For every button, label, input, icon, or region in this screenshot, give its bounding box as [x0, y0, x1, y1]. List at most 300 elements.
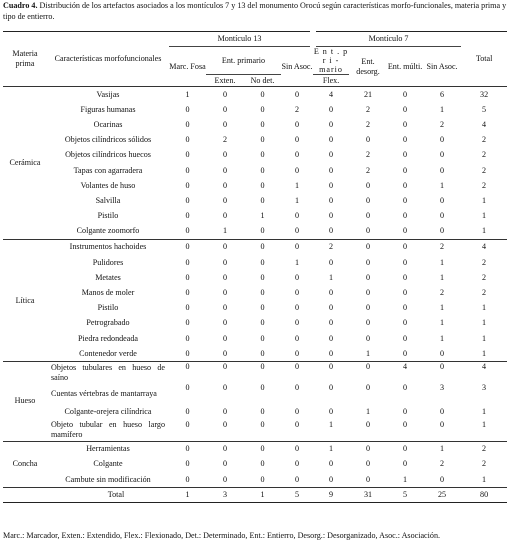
cell-value: 0	[222, 257, 228, 267]
cell-value: 0	[222, 211, 228, 221]
row-label: Petrograbado	[86, 318, 130, 328]
cell-value: 21	[363, 89, 373, 99]
cell-value: 0	[260, 226, 265, 236]
cell-value: 1	[482, 318, 487, 328]
cell-value: 2	[482, 135, 487, 145]
cell-value: 0	[222, 303, 228, 313]
cell-value: 0	[222, 89, 228, 99]
cell-value: 0	[403, 272, 408, 282]
cell-value: 0	[185, 135, 190, 145]
table-row	[3, 331, 507, 346]
cell-value: 0	[260, 333, 265, 343]
cell-value: 0	[260, 195, 265, 205]
cell-value: 2	[482, 165, 487, 175]
cell-value: 1	[440, 318, 445, 328]
cell-value: 0	[294, 211, 300, 221]
cell-value: 0	[403, 195, 408, 205]
caption-text: Distribución de los artefactos asociados a los montículos 7 y 13 del monumento Orocú según características morfo-funcionales, materia prima y tipo de entierro.	[3, 1, 507, 21]
cell-value: 3	[482, 383, 487, 393]
cell-value: 0	[403, 89, 408, 99]
cell-value: 0	[185, 406, 190, 416]
header-marc-fosa: Marc. Fosa	[169, 47, 206, 87]
cell-value: 0	[260, 318, 265, 328]
cell-value: 0	[185, 180, 190, 190]
cell-value: 4	[329, 89, 334, 99]
cell-value: 2	[313, 239, 349, 255]
row-label: Objetos tubulares en hueso de saíno	[47, 362, 169, 384]
cell-value: 0	[185, 165, 190, 175]
table-row	[3, 362, 507, 384]
cell-value: 1	[366, 406, 371, 416]
cell-value: 0	[440, 474, 445, 484]
table-row	[3, 457, 507, 472]
cell-value: 0	[329, 119, 334, 129]
cell-value: 0	[185, 226, 190, 236]
cell-value: 0	[169, 441, 206, 457]
cell-value: 0	[206, 362, 244, 384]
group-label: Concha	[3, 441, 47, 488]
cell-value: 1	[482, 419, 487, 429]
cell-value: 0	[440, 419, 445, 429]
cell-value: 0	[260, 348, 265, 358]
group-label: Cerámica	[9, 157, 41, 167]
row-label: Pistilo	[97, 303, 119, 313]
cell-value: 0	[294, 419, 300, 429]
table-row	[3, 270, 507, 285]
cell-value: 1	[440, 333, 445, 343]
header-materia-prima: Materia prima	[3, 32, 47, 87]
cell-value: 0	[185, 459, 190, 469]
cell-value: 0	[222, 180, 228, 190]
table-row	[3, 301, 507, 316]
header-no-det: No det.	[244, 75, 281, 87]
cell-value: 0	[244, 239, 281, 255]
total-value: 80	[461, 488, 507, 503]
cell-value: 2	[482, 150, 487, 160]
cell-value: 0	[185, 333, 190, 343]
cell-value: 0	[440, 195, 445, 205]
cell-value: 0	[260, 474, 265, 484]
row-label: Ocarinas	[93, 119, 123, 129]
cell-value: 0	[294, 119, 300, 129]
cell-value: 0	[185, 195, 190, 205]
cell-value: 0	[222, 165, 228, 175]
cell-value: 1	[294, 195, 300, 205]
table-row	[3, 178, 507, 193]
cell-value: 0	[403, 406, 408, 416]
cell-value: 0	[294, 333, 300, 343]
group-label: Lítica	[3, 239, 47, 362]
cell-value: 1	[440, 303, 445, 313]
cell-value: 0	[185, 257, 190, 267]
cell-value: 0	[329, 333, 334, 343]
cell-value: 0	[294, 406, 300, 416]
row-label: Cambute sin modificación	[65, 474, 151, 484]
cell-value: 0	[313, 362, 349, 384]
header-exten: Exten.	[206, 75, 244, 87]
table-row	[3, 148, 507, 163]
cell-value: 0	[185, 419, 190, 429]
table-row	[3, 102, 507, 117]
cell-value: 0	[185, 150, 190, 160]
cell-value: 0	[403, 419, 408, 429]
header-ent-primario: Ent. primario	[206, 47, 281, 75]
artifacts-table	[3, 31, 507, 503]
cell-value: 0	[403, 288, 408, 298]
cell-value: 0	[169, 362, 206, 384]
cell-value: 2	[366, 119, 371, 129]
total-value: 5	[387, 488, 423, 503]
row-label: Salvilla	[95, 195, 121, 205]
total-value: 9	[313, 488, 349, 503]
row-label: Cuentas vértebras de mantarraya	[51, 388, 157, 398]
cell-value: 0	[294, 288, 300, 298]
table-row	[3, 255, 507, 270]
cell-value: 0	[329, 211, 334, 221]
table-footnote: Marc.: Marcador, Exten.: Extendido, Flex.: Flexionado, Det.: Determinado, Ent.: Entierro, Desorg.: Desorganizado, Asoc.: Asociación.	[3, 531, 441, 540]
row-label: Figuras humanas	[80, 104, 136, 114]
cell-value: 0	[294, 318, 300, 328]
table-row	[3, 163, 507, 178]
cell-value: 0	[260, 406, 265, 416]
cell-value: 0	[260, 180, 265, 190]
row-label: Objetos cilíndricos huecos	[65, 150, 151, 160]
cell-value: 1	[423, 441, 461, 457]
table-row	[3, 316, 507, 331]
cell-value: 0	[294, 383, 300, 393]
cell-value: 2	[482, 459, 487, 469]
cell-value: 1	[440, 180, 445, 190]
header-monticulo-7: Montículo 7	[313, 32, 461, 47]
table-row	[3, 404, 507, 419]
cell-value: 0	[244, 441, 281, 457]
cell-value: 0	[222, 119, 228, 129]
cell-value: 0	[329, 318, 334, 328]
cell-value: 0	[329, 474, 334, 484]
cell-value: 0	[222, 406, 228, 416]
cell-value: 0	[222, 474, 228, 484]
row-label: Contenedor verde	[79, 348, 137, 358]
cell-value: 2	[482, 257, 487, 267]
cell-value: 0	[403, 303, 408, 313]
table-row	[3, 117, 507, 132]
row-label: Metates	[95, 272, 121, 282]
cell-value: 0	[349, 239, 387, 255]
cell-value: 0	[366, 333, 371, 343]
cell-value: 0	[185, 383, 190, 393]
cell-value: 4	[482, 119, 487, 129]
cell-value: 0	[366, 257, 371, 267]
cell-value: 5	[482, 104, 487, 114]
cell-value: 0	[440, 226, 445, 236]
header-total: Total	[461, 32, 507, 87]
table-row	[3, 441, 507, 457]
cell-value: 0	[403, 180, 408, 190]
row-label: Tapas con agarradera	[73, 165, 143, 175]
header-caracteristicas: Características morfofuncionales	[47, 32, 169, 87]
cell-value: 0	[403, 383, 408, 393]
cell-value: 0	[366, 383, 371, 393]
cell-value: 0	[349, 441, 387, 457]
cell-value: 0	[329, 150, 334, 160]
total-value: 5	[281, 488, 313, 503]
cell-value: 0	[260, 272, 265, 282]
row-label: Colgante	[93, 459, 123, 469]
cell-value: 1	[482, 333, 487, 343]
table-row	[3, 224, 507, 240]
cell-value: 0	[185, 119, 190, 129]
cell-value: 1	[440, 104, 445, 114]
cell-value: 0	[260, 165, 265, 175]
total-value: 1	[244, 488, 281, 503]
row-label: Herramientas	[47, 441, 169, 457]
row-label: Pistilo	[97, 211, 119, 221]
cell-value: 1	[482, 348, 487, 358]
cell-value: 6	[440, 89, 445, 99]
table-row	[3, 420, 507, 442]
cell-value: 1	[440, 257, 445, 267]
header-sin-asoc-7: Sin Asoc.	[423, 47, 461, 87]
table-row	[3, 472, 507, 488]
cell-value: 1	[403, 474, 408, 484]
cell-value: 2	[482, 180, 487, 190]
cell-value: 0	[294, 348, 300, 358]
cell-value: 0	[366, 303, 371, 313]
cell-value: 0	[185, 318, 190, 328]
cell-value: 0	[185, 288, 190, 298]
cell-value: 0	[403, 257, 408, 267]
cell-value: 2	[366, 104, 371, 114]
cell-value: 1	[294, 257, 300, 267]
total-value: 25	[423, 488, 461, 503]
cell-value: 0	[423, 362, 461, 384]
cell-value: 0	[366, 318, 371, 328]
cell-value: 0	[294, 272, 300, 282]
cell-value: 0	[329, 226, 334, 236]
cell-value: 0	[366, 211, 371, 221]
cell-value: 0	[222, 150, 228, 160]
cell-value: 2	[440, 288, 445, 298]
cell-value: 0	[260, 459, 265, 469]
table-row	[3, 193, 507, 208]
caption-label: Cuadro 4.	[3, 1, 38, 10]
cell-value: 0	[329, 257, 334, 267]
cell-value: 0	[222, 333, 228, 343]
cell-value: 0	[366, 135, 371, 145]
cell-value: 0	[185, 272, 190, 282]
cell-value: 2	[366, 150, 371, 160]
cell-value: 0	[281, 441, 313, 457]
cell-value: 0	[294, 226, 300, 236]
cell-value: 0	[403, 211, 408, 221]
cell-value: 1	[482, 226, 487, 236]
cell-value: 2	[461, 441, 507, 457]
header-row-1	[3, 32, 507, 47]
cell-value: 0	[294, 150, 300, 160]
cell-value: 1	[482, 195, 487, 205]
cell-value: 0	[222, 459, 228, 469]
cell-value: 0	[329, 288, 334, 298]
cell-value: 1	[329, 272, 334, 282]
header-monticulo-13: Montículo 13	[169, 32, 313, 47]
cell-value: 1	[482, 211, 487, 221]
table-caption	[3, 0, 509, 22]
cell-value: 0	[403, 318, 408, 328]
cell-value: 2	[440, 119, 445, 129]
cell-value: 3	[440, 383, 445, 393]
cell-value: 0	[294, 459, 300, 469]
cell-value: 0	[387, 441, 423, 457]
header-flex: Flex.	[313, 75, 349, 87]
cell-value: 2	[222, 135, 228, 145]
cell-value: 0	[387, 239, 423, 255]
cell-value: 1	[482, 474, 487, 484]
cell-value: 2	[366, 165, 371, 175]
cell-value: 0	[366, 226, 371, 236]
cell-value: 0	[294, 474, 300, 484]
cell-value: 1	[260, 211, 265, 221]
cell-value: 1	[313, 441, 349, 457]
cell-value: 0	[222, 383, 228, 393]
cell-value: 0	[366, 180, 371, 190]
cell-value: 0	[260, 303, 265, 313]
cell-value: 0	[366, 195, 371, 205]
cell-value: 0	[329, 303, 334, 313]
cell-value: 0	[440, 165, 445, 175]
cell-value: 2	[423, 239, 461, 255]
cell-value: 0	[440, 348, 445, 358]
row-label: Instrumentos hachoides	[47, 239, 169, 255]
cell-value: 0	[260, 288, 265, 298]
cell-value: 2	[440, 459, 445, 469]
cell-value: 0	[206, 441, 244, 457]
cell-value: 0	[222, 195, 228, 205]
cell-value: 1	[440, 272, 445, 282]
cell-value: 0	[403, 135, 408, 145]
total-value: 3	[206, 488, 244, 503]
cell-value: 4	[461, 239, 507, 255]
cell-value: 0	[329, 348, 334, 358]
cell-value: 4	[461, 362, 507, 384]
cell-value: 0	[185, 104, 190, 114]
cell-value: 0	[349, 362, 387, 384]
header-ent-desorg: Ent. desorg.	[349, 47, 387, 87]
cell-value: 0	[222, 288, 228, 298]
table-row	[3, 383, 507, 404]
cell-value: 0	[329, 104, 334, 114]
row-label: Objeto tubular en hueso largo mamífero	[51, 420, 165, 440]
row-label: Vasijas	[96, 89, 120, 99]
cell-value: 0	[222, 104, 228, 114]
total-value: 31	[349, 488, 387, 503]
table-row	[3, 133, 507, 148]
cell-value: 1	[482, 303, 487, 313]
cell-value: 0	[403, 333, 408, 343]
cell-value: 0	[366, 272, 371, 282]
cell-value: 0	[260, 89, 265, 99]
table-row	[3, 87, 507, 103]
cell-value: 2	[294, 104, 300, 114]
cell-value: 0	[403, 119, 408, 129]
cell-value: 1	[366, 348, 371, 358]
cell-value: 0	[440, 406, 445, 416]
cell-value: 0	[366, 474, 371, 484]
row-label: Volantes de huso	[80, 180, 136, 190]
table-row	[3, 346, 507, 362]
row-label: Objetos cilíndricos sólidos	[64, 135, 152, 145]
group-label: Hueso	[3, 362, 47, 441]
cell-value: 0	[440, 211, 445, 221]
cell-value: 0	[329, 135, 334, 145]
cell-value: 0	[366, 288, 371, 298]
cell-value: 0	[281, 362, 313, 384]
table-row	[3, 209, 507, 224]
cell-value: 0	[403, 165, 408, 175]
cell-value: 2	[482, 288, 487, 298]
cell-value: 0	[329, 195, 334, 205]
total-row	[3, 488, 507, 503]
cell-value: 0	[222, 318, 228, 328]
cell-value: 0	[403, 150, 408, 160]
cell-value: 2	[482, 272, 487, 282]
cell-value: 0	[185, 474, 190, 484]
table-row	[3, 239, 507, 255]
cell-value: 0	[244, 362, 281, 384]
cell-value: 0	[440, 135, 445, 145]
cell-value: 0	[294, 303, 300, 313]
cell-value: 0	[403, 348, 408, 358]
cell-value: 0	[260, 419, 265, 429]
cell-value: 0	[222, 272, 228, 282]
cell-value: 0	[329, 459, 334, 469]
cell-value: 0	[260, 119, 265, 129]
cell-value: 0	[222, 348, 228, 358]
cell-value: 0	[403, 104, 408, 114]
cell-value: 0	[329, 406, 334, 416]
cell-value: 0	[185, 303, 190, 313]
row-label: Colgante zoomorfo	[76, 226, 140, 236]
cell-value: 0	[260, 383, 265, 393]
cell-value: 1	[329, 419, 334, 429]
header-sin-asoc-13: Sin Asoc.	[281, 47, 313, 87]
cell-value: 0	[366, 459, 371, 469]
cell-value: 0	[440, 150, 445, 160]
cell-value: 0	[366, 419, 371, 429]
header-ent-primario-7: E n t . p r i - mario	[313, 47, 349, 74]
cell-value: 0	[403, 459, 408, 469]
cell-value: 0	[329, 180, 334, 190]
cell-value: 0	[260, 150, 265, 160]
header-ent-multi: Ent. múlti.	[387, 47, 423, 87]
row-label: Piedra redondeada	[78, 333, 138, 343]
cell-value: 1	[482, 406, 487, 416]
row-label: Pulidores	[92, 257, 124, 267]
cell-value: 0	[329, 383, 334, 393]
cell-value: 0	[294, 135, 300, 145]
cell-value: 0	[281, 239, 313, 255]
total-value: 1	[169, 488, 206, 503]
row-label: Manos de moler	[81, 288, 135, 298]
total-label: Total	[3, 488, 169, 503]
cell-value: 1	[185, 89, 190, 99]
cell-value: 4	[387, 362, 423, 384]
cell-value: 0	[185, 348, 190, 358]
cell-value: 0	[260, 135, 265, 145]
row-label: Colgante-orejera cilíndrica	[64, 406, 152, 416]
cell-value: 32	[480, 89, 489, 99]
cell-value: 0	[260, 104, 265, 114]
cell-value: 0	[185, 211, 190, 221]
